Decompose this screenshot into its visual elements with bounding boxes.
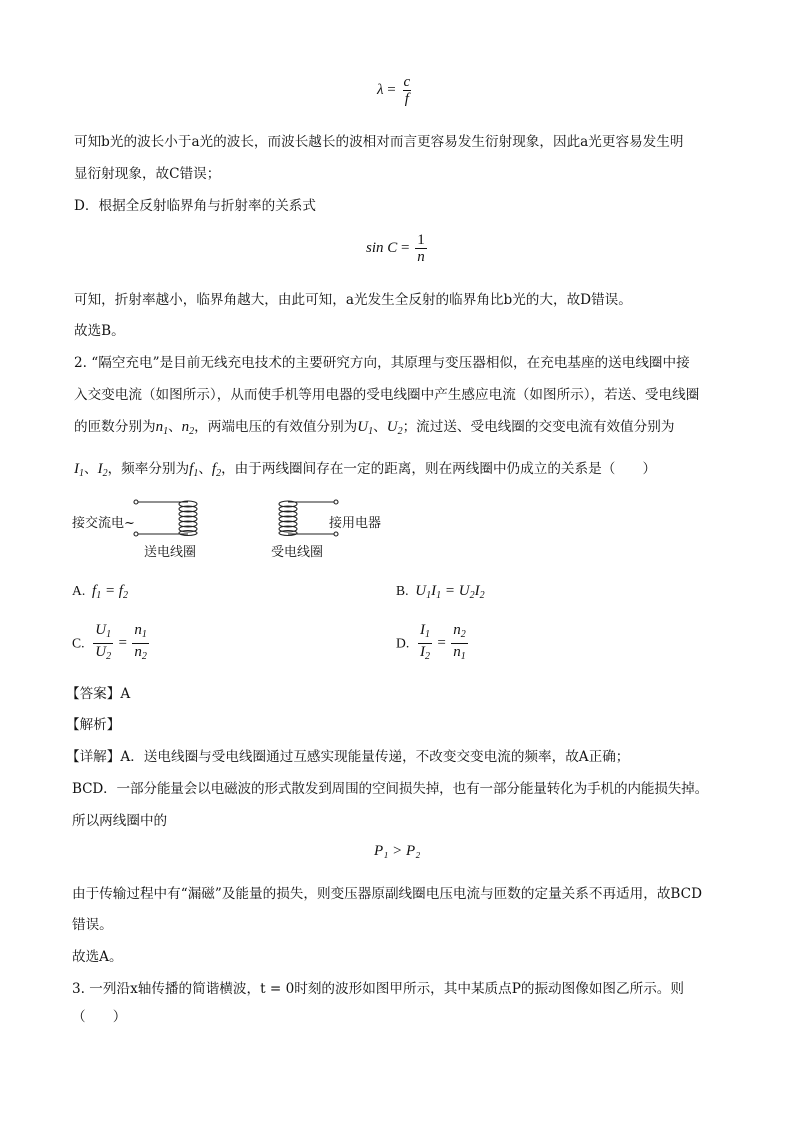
- conclusion: 故选A。: [72, 949, 123, 965]
- equation-critical-angle: [366, 232, 429, 265]
- fraction: [401, 74, 412, 107]
- option-b[interactable]: B. $U_1I_1 = U_2I_2$: [396, 583, 485, 601]
- answer-label: 【答案】A: [66, 686, 131, 702]
- left-coil-caption: 送电线圈: [144, 545, 197, 560]
- sending-coil: [179, 501, 197, 536]
- right-coil-caption: 受电线圈: [271, 545, 324, 560]
- fraction-numerator: 1: [417, 232, 425, 248]
- paragraph-line: D．根据全反射临界角与折射率的关系式: [74, 198, 316, 214]
- fraction-denominator: f: [404, 91, 409, 107]
- detail-line: 所以两线圈中的: [72, 813, 168, 829]
- question-2-line: $I_1$、$I_2$，频率分别为$f_1$、$f_2$，由于两线圈间存在一定的距离，则在两线圈中仍成立的关系是（ ）: [74, 461, 657, 479]
- equation-power: P₁ > P₂: [374, 843, 421, 859]
- fraction-denominator: n: [417, 249, 425, 265]
- eq-lhs: λ: [377, 81, 384, 98]
- analysis-label: 【解析】: [66, 717, 121, 733]
- terminal: [134, 532, 138, 536]
- option-c[interactable]: C. $\frac{U_1}{U_2}$ = $\frac{n_1}{n_2}$: [72, 622, 151, 665]
- paragraph-line: 显衍射现象，故C错误；: [74, 166, 221, 182]
- question-2-line: 2. “隔空充电”是目前无线充电技术的主要研究方向，其原理与变压器相似，在充电基座的送电线圈中接: [74, 355, 690, 371]
- question-2-line: 的匝数分别为$n_1$、$n_2$，两端电压的有效值分别为$U_1$、$U_2$；流过送、受电线圈的交变电流有效值分别为: [74, 419, 675, 437]
- receiving-coil: [279, 501, 297, 536]
- right-coil-label: 接用电器: [329, 516, 382, 531]
- detail-line: BCD．一部分能量会以电磁波的形式散发到周围的空间损失掉，也有一部分能量转化为手机的内能损失掉。: [72, 781, 709, 797]
- detail-line: 错误。: [72, 917, 113, 933]
- question-3-line: （ ）: [72, 1009, 127, 1025]
- question-3-line: 3. 一列沿x轴传播的简谐横波，t = 0时刻的波形如图甲所示，其中某质点P的振动图像如图乙所示。则: [72, 981, 684, 997]
- paragraph-line: 可知b光的波长小于a光的波长，而波长越长的波相对而言更容易发生衍射现象，因此a光更容易发生明: [74, 134, 684, 150]
- paragraph-line: 可知，折射率越小，临界角越大，由此可知，a光发生全反射的临界角比b光的大，故D错误。: [74, 292, 632, 308]
- detail-line: 由于传输过程中有“漏磁”及能量的损失，则变压器原副线圈电压电流与匝数的定量关系不再适用，故BCD: [72, 886, 702, 902]
- question-2-line: 入交变电流（如图所示），从而使手机等用电器的受电线圈中产生感应电流（如图所示），若送、受电线圈: [74, 387, 700, 403]
- terminal: [334, 500, 338, 504]
- eq-sign: =: [401, 239, 410, 256]
- eq-lhs: sin C: [366, 239, 398, 256]
- equation-wavelength: [377, 74, 414, 107]
- option-d[interactable]: D. $\frac{I_1}{I_2}$ = $\frac{n_2}{n_1}$: [396, 622, 470, 665]
- fraction: [415, 232, 427, 265]
- option-a[interactable]: A. $f_1 = f_2$: [72, 583, 128, 601]
- conclusion: 故选B。: [74, 323, 125, 339]
- terminal: [334, 532, 338, 536]
- terminal: [134, 500, 138, 504]
- fraction-numerator: c: [403, 74, 411, 90]
- left-coil-label: 接交流电~: [72, 516, 135, 531]
- detail-line: 【详解】A．送电线圈与受电线圈通过互感实现能量传递，不改变交变电流的频率，故A正确；: [66, 749, 630, 765]
- eq-sign: =: [387, 81, 396, 98]
